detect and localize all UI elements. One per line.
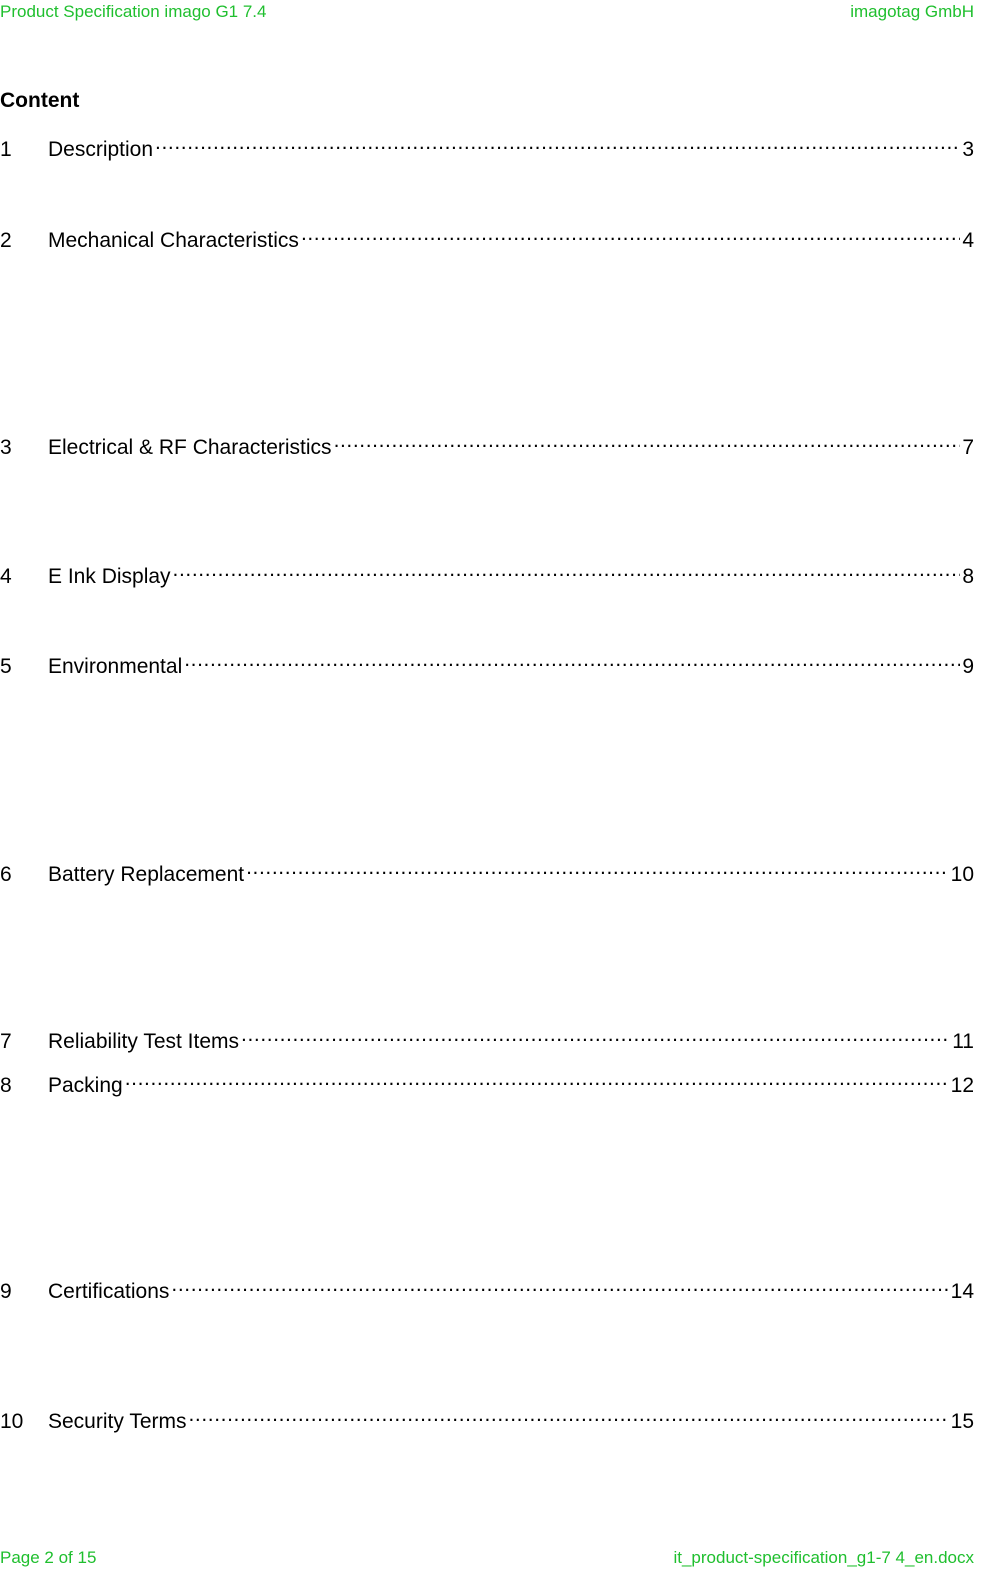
toc-entry-mechanical-characteristics[interactable] [0,221,974,252]
toc-entry-number: 3 [0,436,12,459]
toc-dot-leader [301,221,960,247]
toc-entry-page: 10 [950,863,974,886]
toc-entry-page: 15 [950,1410,974,1433]
header-company-name: imagotag GmbH [850,2,974,21]
toc-entry-title: Reliability Test Items [48,1030,240,1053]
toc-entry-title: Security Terms [48,1410,187,1433]
toc-entry-packing[interactable] [0,1066,974,1097]
toc-entry-number: 8 [0,1074,12,1097]
toc-entry-description[interactable] [0,130,974,161]
toc-dot-leader [173,557,961,583]
toc-entry-reliability-test-items[interactable] [0,1022,974,1053]
toc-entry-title: E Ink Display [48,565,171,588]
toc-entry-title: Mechanical Characteristics [48,229,299,252]
toc-dot-leader [241,1022,950,1048]
toc-entry-title: Packing [48,1074,123,1097]
toc-heading: Content [0,89,80,112]
toc-entry-environmental[interactable] [0,647,974,678]
header-document-title: Product Specification imago G1 7.4 [0,2,267,21]
toc-entry-title: Certifications [48,1280,170,1303]
toc-entry-security-terms[interactable] [0,1402,974,1433]
toc-entry-page: 12 [950,1074,974,1097]
toc-entry-battery-replacement[interactable] [0,855,974,886]
toc-entry-page: 8 [962,565,974,588]
toc-entry-page: 14 [950,1280,974,1303]
toc-entry-e-ink-display[interactable] [0,557,974,588]
toc-entry-title: Environmental [48,655,183,678]
toc-entry-certifications[interactable] [0,1272,974,1303]
toc-entry-page: 9 [962,655,974,678]
toc-entry-title: Battery Replacement [48,863,245,886]
toc-dot-leader [246,855,949,881]
toc-entry-electrical-rf-characteristics[interactable] [0,428,974,459]
toc-entry-number: 4 [0,565,12,588]
toc-entry-number: 10 [0,1410,24,1433]
toc-dot-leader [125,1066,949,1092]
toc-entry-title: Electrical & RF Characteristics [48,436,332,459]
toc-dot-leader [334,428,961,454]
toc-entry-page: 11 [952,1030,974,1053]
toc-dot-leader [184,647,960,673]
toc-entry-page: 3 [962,138,974,161]
toc-entry-number: 7 [0,1030,12,1053]
toc-dot-leader [155,130,960,156]
footer-file-name: it_product-specification_g1-7 4_en.docx [673,1548,974,1567]
toc-entry-page: 4 [962,229,974,252]
toc-entry-number: 1 [0,138,12,161]
toc-entry-page: 7 [962,436,974,459]
toc-entry-number: 2 [0,229,12,252]
footer-page-number: Page 2 of 15 [0,1548,97,1567]
toc-dot-leader [171,1272,948,1298]
toc-dot-leader [188,1402,948,1428]
toc-entry-number: 9 [0,1280,12,1303]
toc-entry-number: 6 [0,863,12,886]
toc-entry-title: Description [48,138,154,161]
toc-entry-number: 5 [0,655,12,678]
